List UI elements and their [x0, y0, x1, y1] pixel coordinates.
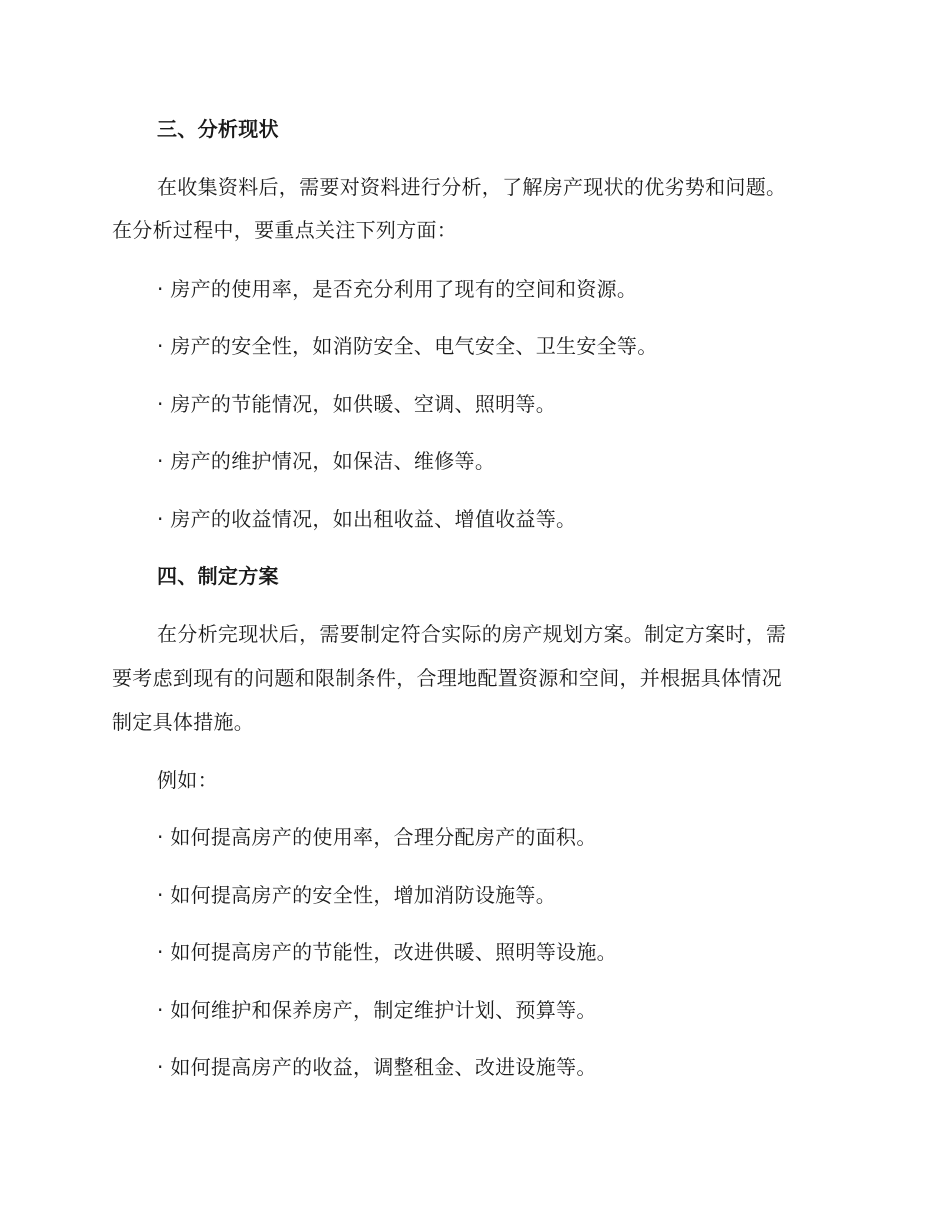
list-item: · 如何提高房产的节能性，改进供暖、照明等设施。: [157, 940, 617, 964]
list-item: · 如何提高房产的安全性，增加消防设施等。: [157, 883, 557, 907]
paragraph-plan-line-2: 要考虑到现有的问题和限制条件，合理地配置资源和空间，并根据具体情况: [112, 666, 782, 690]
list-item: · 房产的维护情况，如保洁、维修等。: [157, 449, 496, 473]
list-item: · 如何提高房产的使用率，合理分配房产的面积。: [157, 825, 597, 849]
paragraph-analysis-line-1: 在收集资料后，需要对资料进行分析，了解房产现状的优劣势和问题。: [157, 175, 787, 199]
list-item: · 房产的节能情况，如供暖、空调、照明等。: [157, 392, 557, 416]
section-heading-analysis: 三、分析现状: [157, 117, 279, 141]
list-item: · 房产的安全性，如消防安全、电气安全、卫生安全等。: [157, 334, 658, 358]
section-heading-plan: 四、制定方案: [157, 564, 279, 588]
list-item: · 房产的收益情况，如出租收益、增值收益等。: [157, 507, 577, 531]
paragraph-plan-line-1: 在分析完现状后，需要制定符合实际的房产规划方案。制定方案时，需: [157, 622, 787, 646]
paragraph-analysis-line-2: 在分析过程中，要重点关注下列方面：: [112, 218, 458, 242]
list-item: · 如何维护和保养房产，制定维护计划、预算等。: [157, 998, 597, 1022]
list-item: · 如何提高房产的收益，调整租金、改进设施等。: [157, 1055, 597, 1079]
list-item: · 房产的使用率，是否充分利用了现有的空间和资源。: [157, 277, 638, 301]
paragraph-plan-line-3: 制定具体措施。: [112, 710, 255, 734]
example-label: 例如：: [157, 768, 218, 792]
